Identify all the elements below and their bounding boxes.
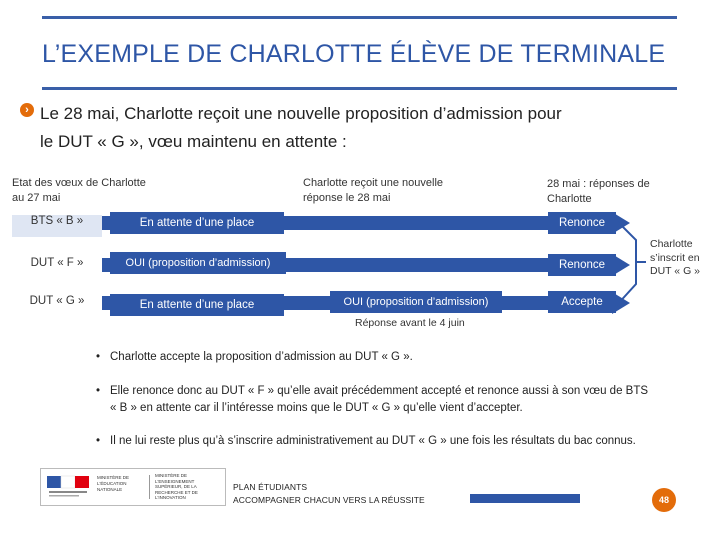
bullet-dot-icon: • — [96, 351, 101, 363]
column-header-new-response-line2: réponse le 28 mai — [303, 192, 391, 204]
status-box-accepted: OUI (proposition d’admission) — [110, 252, 286, 274]
row-label-dut-g: DUT « G » — [29, 295, 85, 307]
column-header-new-response-line1: Charlotte reçoit une nouvelle — [303, 177, 444, 189]
column-header-answers-line2: Charlotte — [547, 193, 592, 205]
circle-arrow-icon: › — [20, 103, 34, 117]
status-box-waiting: En attente d’une place — [110, 212, 284, 234]
bullet-dot-icon: • — [96, 435, 101, 447]
side-note-line1: Charlotte — [650, 238, 693, 250]
bullet-text: Il ne lui reste plus qu’à s’inscrire administrativement au DUT « G » une fois les résultats du bac connus. — [110, 435, 636, 447]
side-note-line2: s’inscrit en — [650, 251, 700, 264]
footer-accent-bar — [470, 494, 580, 503]
column-header-answers-line1: 28 mai : réponses de — [547, 178, 650, 190]
intro-text — [40, 100, 650, 156]
column-header-state-line2: au 27 mai — [12, 192, 61, 204]
logo-divider — [149, 475, 150, 499]
bullet-dot-icon: • — [96, 385, 101, 397]
republique-francaise-logo-icon — [45, 474, 91, 498]
bullet-text: Charlotte accepte la proposition d’admission au DUT « G ». — [110, 351, 413, 363]
response-box-renonce: Renonce — [548, 254, 616, 276]
bullet-item — [96, 433, 656, 450]
response-box-renonce: Renonce — [548, 212, 616, 234]
column-header-state-line1: Etat des vœux de Charlotte — [12, 177, 146, 189]
header-rule-top — [42, 16, 677, 19]
column-header-answers — [547, 177, 697, 207]
ministry-logos — [40, 468, 226, 506]
ministry-higher-ed-label: MINISTÈRE DE L'ENSEIGNEMENT SUPÉRIEUR, DE LA RECHERCHE ET DE L'INNOVATION — [155, 473, 198, 500]
intro-line-2: le DUT « G », vœu maintenu en attente : — [40, 132, 347, 151]
bullet-item — [96, 349, 656, 366]
row-label-dut-f: DUT « F » — [30, 257, 84, 269]
bullet-item — [96, 383, 656, 417]
status-box-waiting: En attente d’une place — [110, 294, 284, 316]
response-box-accepte: Accepte — [548, 291, 616, 313]
header-rule-bottom — [42, 87, 677, 90]
footer-plan: PLAN ÉTUDIANTS — [233, 482, 308, 492]
ministry-education-label: MINISTÈRE DE L'ÉDUCATION NATIONALE — [97, 475, 130, 492]
bracket-icon — [612, 218, 652, 310]
status-box-new-proposal: OUI (proposition d’admission) — [330, 291, 502, 313]
intro-line-1: Le 28 mai, Charlotte reçoit une nouvelle proposition d’admission pour — [40, 104, 562, 123]
row-label-bts-b: BTS « B » — [30, 215, 84, 227]
side-note — [650, 238, 716, 279]
side-note-line3: DUT « G » — [650, 265, 700, 277]
bullet-text: Elle renonce donc au DUT « F » qu’elle avait précédemment accepté et renonce aussi à son vœu de BTS « B » en attente car il l’intéresse moins que le DUT « G » qu’elle vient d’accepter. — [110, 385, 649, 414]
footer-tagline: ACCOMPAGNER CHACUN VERS LA RÉUSSITE — [233, 495, 425, 505]
column-header-new-response — [303, 176, 483, 206]
page-number: 48 — [652, 488, 676, 512]
page-title: L’EXEMPLE DE CHARLOTTE ÉLÈVE DE TERMINALE — [42, 40, 666, 68]
column-header-state — [12, 176, 182, 206]
deadline-note: Réponse avant le 4 juin — [355, 317, 465, 329]
